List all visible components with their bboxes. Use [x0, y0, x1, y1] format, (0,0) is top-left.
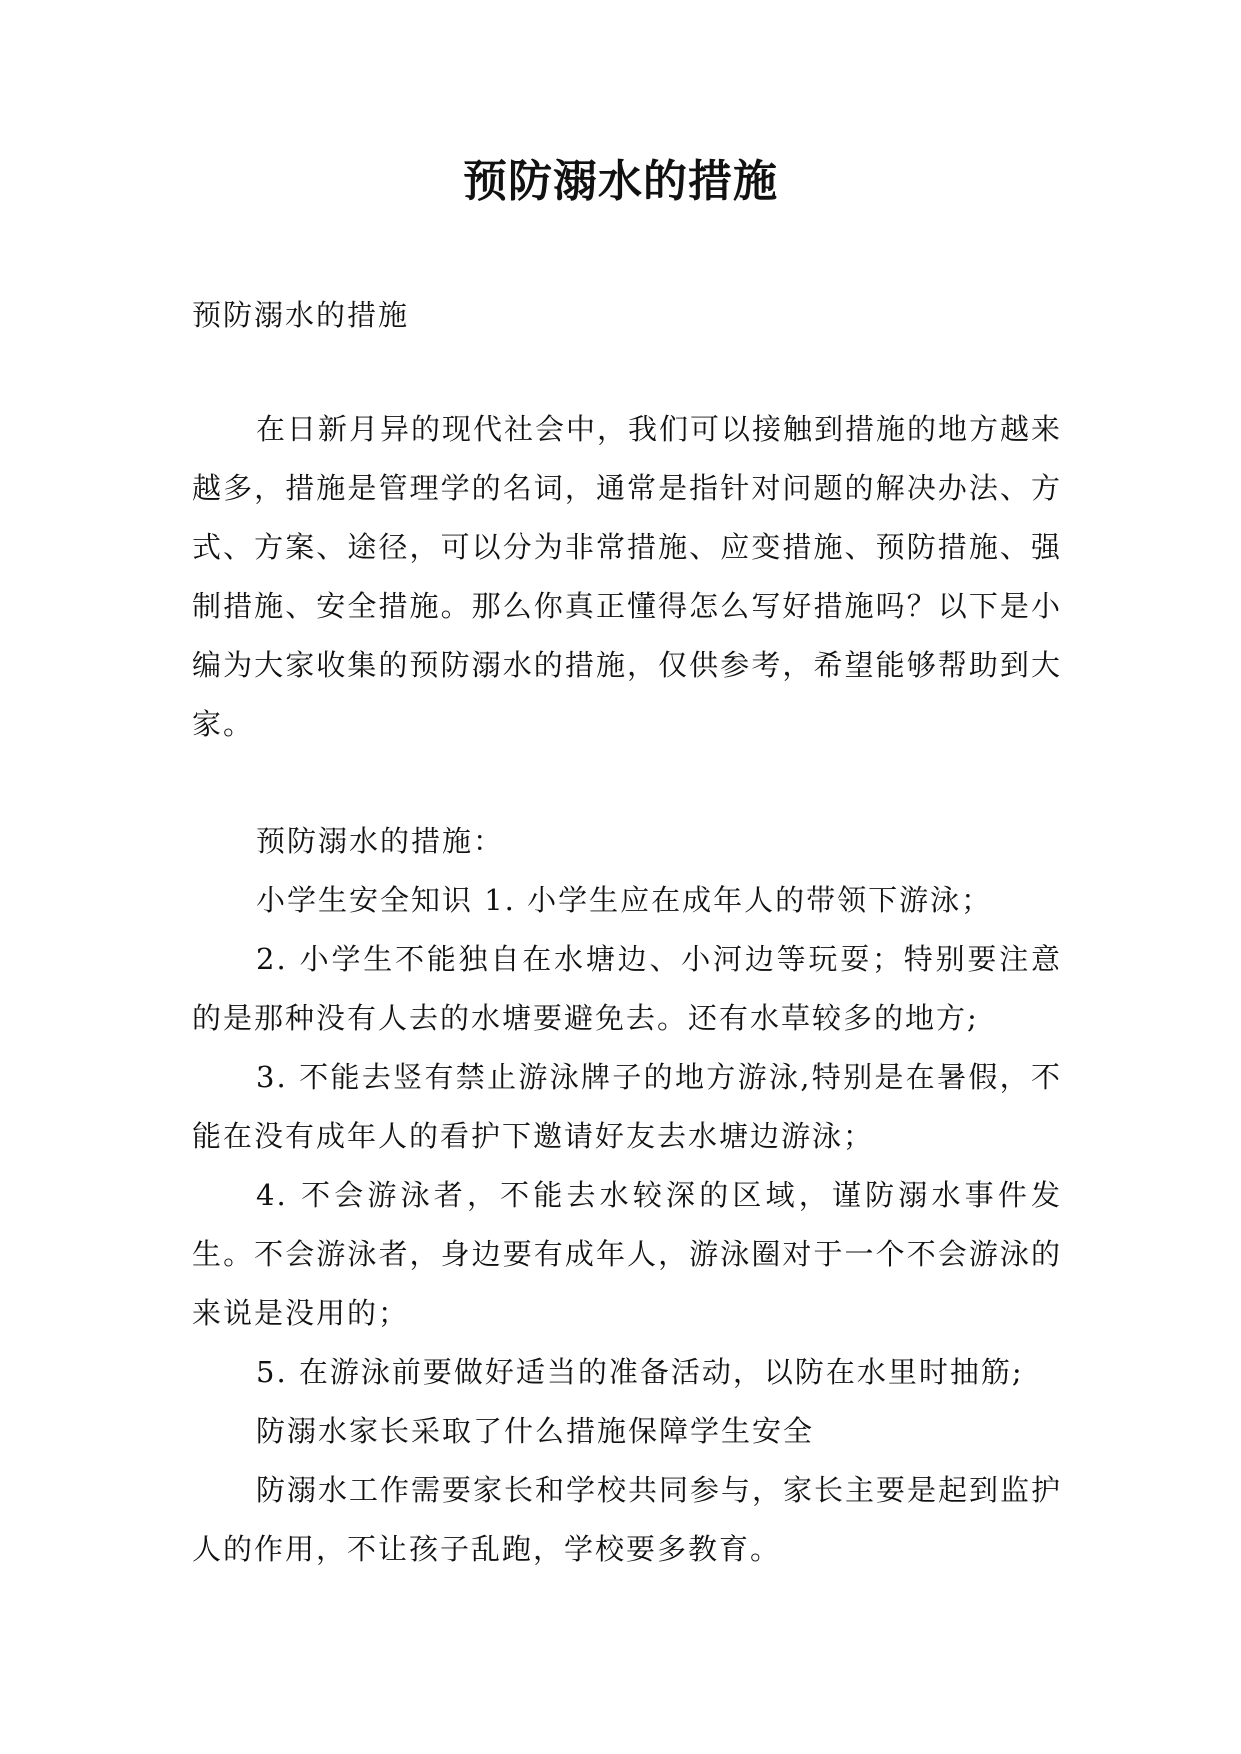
parents-heading: 防溺水家长采取了什么措施保障学生安全	[256, 1414, 815, 1448]
document-title: 预防溺水的措施	[463, 156, 778, 207]
document-subtitle: 预防溺水的措施	[192, 298, 410, 332]
measure-item-4: 4. 不会游泳者，不能去水较深的区域，谨防溺水事件发生。不会游泳者，身边要有成年人，游泳圈对于一个不会游泳的来说是没用的；	[192, 1178, 1062, 1330]
intro-paragraph: 在日新月异的现代社会中，我们可以接触到措施的地方越来越多，措施是管理学的名词，通常是指针对问题的解决办法、方式、方案、途径，可以分为非常措施、应变措施、预防措施、强制措施、安全措施。那么你真正懂得怎么写好措施吗？以下是小编为大家收集的预防溺水的措施，仅供参考，希望能够帮助到大家。	[192, 412, 1063, 741]
measure-item-3: 3. 不能去竖有禁止游泳牌子的地方游泳,特别是在暑假，不能在没有成年人的看护下邀请好友去水塘边游泳；	[192, 1060, 1062, 1153]
measure-item-1: 小学生安全知识 1. 小学生应在成年人的带领下游泳；	[256, 883, 993, 917]
parents-paragraph: 防溺水工作需要家长和学校共同参与，家长主要是起到监护人的作用，不让孩子乱跑，学校要多教育。	[192, 1473, 1063, 1566]
measure-item-2: 2. 小学生不能独自在水塘边、小河边等玩耍；特别要注意的是那种没有人去的水塘要避免去。还有水草较多的地方;	[192, 942, 1062, 1035]
measure-item-5: 5. 在游泳前要做好适当的准备活动，以防在水里时抽筋;	[256, 1355, 1024, 1389]
measures-heading: 预防溺水的措施：	[256, 824, 505, 858]
measures-section	[192, 812, 1062, 1579]
